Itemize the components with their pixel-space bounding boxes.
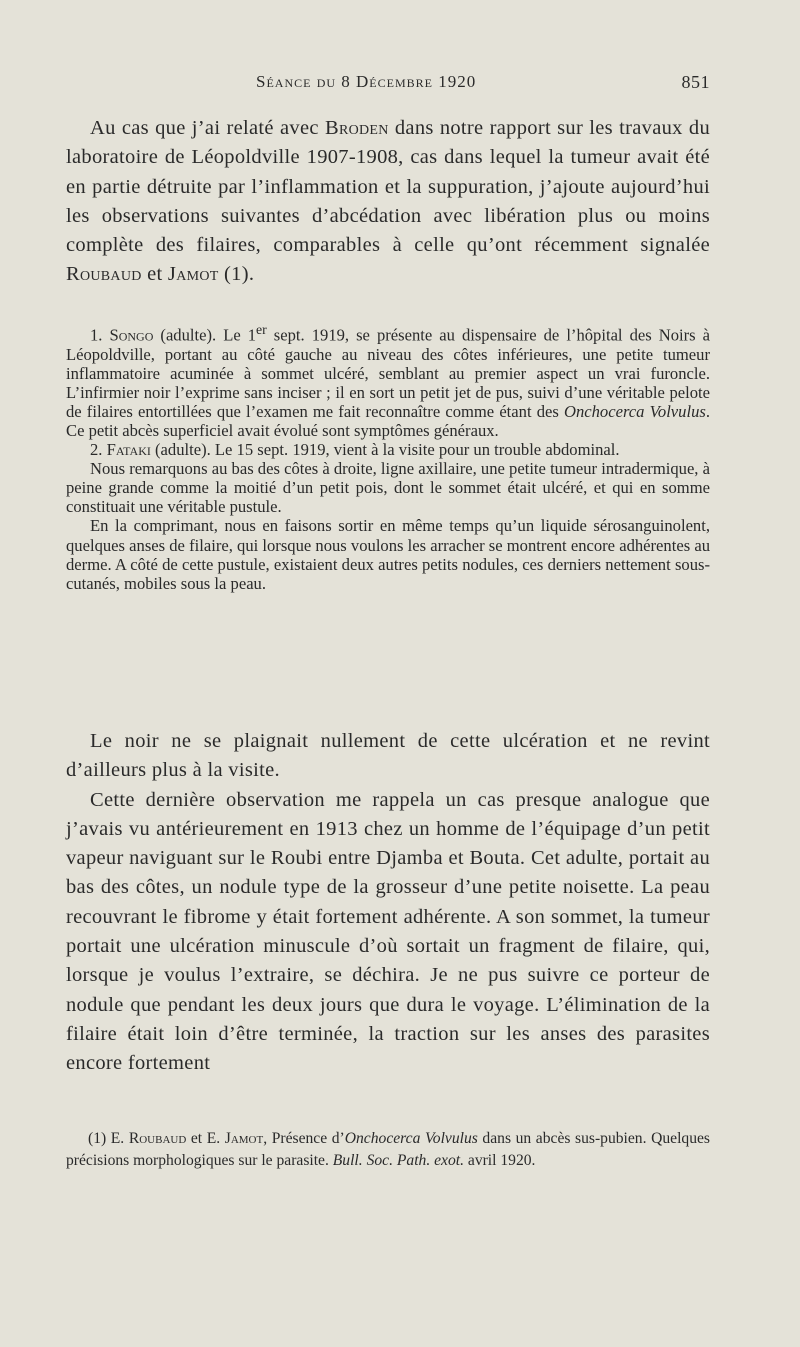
journal-name: Bull. Soc. Path. exot. (332, 1152, 464, 1169)
footnote-text: avril 1920. (464, 1152, 536, 1169)
footnote-text: dans un abcès sus-pubien. Quelques précisions morphologiques sur le parasite. (66, 1130, 710, 1169)
species-name: Onchocerca Volvulus (563, 401, 706, 421)
species-name: Onchocerca Volvulus (344, 1130, 478, 1147)
obs-number: 2. (90, 440, 107, 460)
footnote (66, 1128, 710, 1172)
author-broden: Broden (324, 117, 389, 139)
intro-text: et (141, 263, 168, 286)
main-paragraph-1: Le noir ne se plaignait nullement de cette ulcération et ne revint d’ailleurs plus à la visite. (66, 730, 710, 782)
footnote-text: et E. (186, 1130, 225, 1147)
obs-text: (adulte). Le 15 sept. 1919, vient à la visite pour un trouble abdominal. (150, 440, 620, 460)
observation-2-para-2: Nous remarquons au bas des côtes à droite, ligne axillaire, une petite tumeur intradermique, à peine grande comme la moitié d’un petit pois, dont le sommet était ulcéré, et qui en somme constituait une véritable pustule. (66, 459, 710, 517)
patient-name: Fataki (106, 440, 151, 460)
intro-text: dans notre rapport sur les travaux du laboratoire de Léopoldville 1907-1908, cas dans lequel la tumeur avait été en partie détruite par l’inflammation et la suppuration, j’ajoute aujourd’hui les observations suivantes d’abcédation avec libération plus ou moins complète des filaires, comparables à celle qu’ont récemment signalée (66, 117, 711, 257)
footnote-author: Jamot (224, 1130, 264, 1147)
observation-2 (66, 440, 710, 459)
footnote-author: Roubaud (128, 1130, 187, 1147)
observations-block (66, 320, 710, 593)
author-jamot: Jamot (167, 263, 219, 286)
observation-1 (66, 320, 710, 440)
observation-2-para-3: En la comprimant, nous en faisons sortir en même temps qu’un liquide sérosanguinolent, quelques anses de filaire, qui lorsque nous voulons les arracher se montrent encore adhérentes au derme. A côté de cette pustule, existaient deux autres petits nodules, ces derniers nettement sous-cutanés, mobiles sous la peau. (66, 516, 710, 593)
intro-text: Au cas que j’ai relaté avec (90, 117, 325, 139)
main-paragraph-2: Cette dernière observation me rappela un cas presque analogue que j’avais vu antérieurement en 1913 chez un homme de l’équipage d’un petit vapeur naviguant sur le Roubi entre Djamba et Bouta. Cet adulte, portait au bas des côtes, un nodule type de la grosseur d’une petite noisette. La peau recouvrant le fibrome y était fortement adhérente. A son sommet, la tumeur portait une ulcération minuscule d’où sortait un fragment de filaire, qui, lorsque je voulus l’extraire, se déchira. Je ne pus suivre ce porteur de nodule que pendant les deux jours que dura le voyage. L’élimination de la filaire était loin d’être terminée, la traction sur les anses des parasites encore fortement (66, 788, 710, 1075)
intro-paragraph (66, 114, 710, 290)
footnote-marker: (1) E. (88, 1130, 129, 1147)
footnote-ref: (1). (218, 263, 255, 286)
patient-name: Songo (109, 325, 154, 345)
obs-text: sept. 1919, se présente au dispensaire de l’hôpital des Noirs à Léopoldville, portant au côté gauche au niveau des côtes inférieures, une petite tumeur inflammatoire acuminée à sommet ulcéré, semblant au premier aspect un vrai furoncle. L’infirmier noir l’exprime sans inciser ; il en sort un petit jet de pus, suivi d’une véritable pelote de filaires entortillées que l’examen me fait reconnaître comme étant des (66, 325, 710, 421)
author-roubaud: Roubaud (66, 263, 142, 286)
running-title: Séance du 8 Décembre 1920 (256, 72, 477, 91)
superscript: er (256, 322, 267, 337)
footnote-text: , Présence d’ (263, 1130, 345, 1147)
obs-text: (adulte). Le 1 (153, 325, 257, 345)
page-number: 851 (681, 72, 710, 92)
main-text (66, 727, 710, 1079)
obs-number: 1. (90, 325, 110, 345)
obs-text: . Ce petit abcès superficiel avait évolué sont symptômes généraux. (66, 401, 710, 440)
